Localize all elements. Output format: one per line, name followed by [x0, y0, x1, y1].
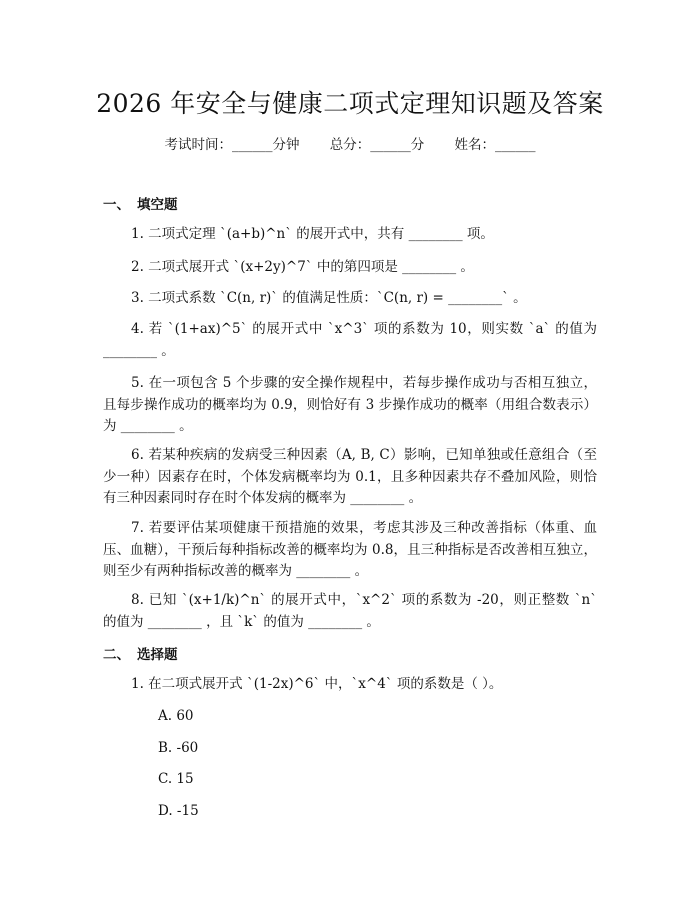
name-field: 姓名：______: [454, 137, 536, 153]
page-title: 2026 年安全与健康二项式定理知识题及答案: [96, 89, 604, 118]
fill-question-4: 4. 若 `(1+ax)^5` 的展开式中 `x^3` 项的系数为 10，则实数 `a` 的值为 ________ 。: [103, 321, 597, 359]
fill-question-5: 5. 在一项包含 5 个步骤的安全操作规程中，若每步操作成功与否相互独立，且每步操作成功的概率均为 0.9，则恰好有 3 步操作成功的概率（用组合数表示）为 ________ 。: [103, 375, 597, 434]
choice-option-a: A. 60: [158, 708, 194, 724]
section-heading-choice: [103, 643, 178, 663]
fill-question-8: 8. 已知 `(x+1/k)^n` 的展开式中，`x^2` 项的系数为 -20，则正整数 `n` 的值为 ________ ，且 `k` 的值为 ________ 。: [103, 592, 597, 630]
choice-option-c: C. 15: [158, 771, 194, 787]
section-number: 一、: [103, 197, 130, 213]
choice-option-b: B. -60: [158, 740, 199, 756]
section-heading-fill: [103, 193, 178, 213]
choice-question-1: 1. 在二项式展开式 `(1-2x)^6` 中，`x^4` 项的系数是（ ）。: [131, 676, 503, 692]
choice-option-d: D. -15: [158, 803, 199, 819]
fill-question-3: 3. 二项式系数 `C(n, r)` 的值满足性质：`C(n, r) = ________` 。: [131, 290, 527, 306]
section-label: 填空题: [137, 197, 178, 213]
section-number: 二、: [103, 647, 130, 663]
fill-question-7: 7. 若要评估某项健康干预措施的效果，考虑其涉及三种改善指标（体重、血压、血糖），干预后每种指标改善的概率均为 0.8，且三种指标是否改善相互独立，则至少有两种指标改善的概率为 ________ 。: [103, 520, 597, 579]
total-score-field: 总分：______分: [329, 137, 425, 153]
exam-meta: [0, 133, 700, 153]
exam-time-field: 考试时间：______分钟: [164, 137, 300, 153]
fill-question-6: 6. 若某种疾病的发病受三种因素（A, B, C）影响，已知单独或任意组合（至少一种）因素存在时，个体发病概率均为 0.1，且多种因素共存不叠加风险，则恰有三种因素同时存在时个体发病的概率为 ________ 。: [103, 447, 597, 506]
fill-question-2: 2. 二项式展开式 `(x+2y)^7` 中的第四项是 ________ 。: [131, 259, 474, 275]
fill-question-1: 1. 二项式定理 `(a+b)^n` 的展开式中，共有 ________ 项。: [131, 226, 494, 242]
section-label: 选择题: [137, 647, 178, 663]
